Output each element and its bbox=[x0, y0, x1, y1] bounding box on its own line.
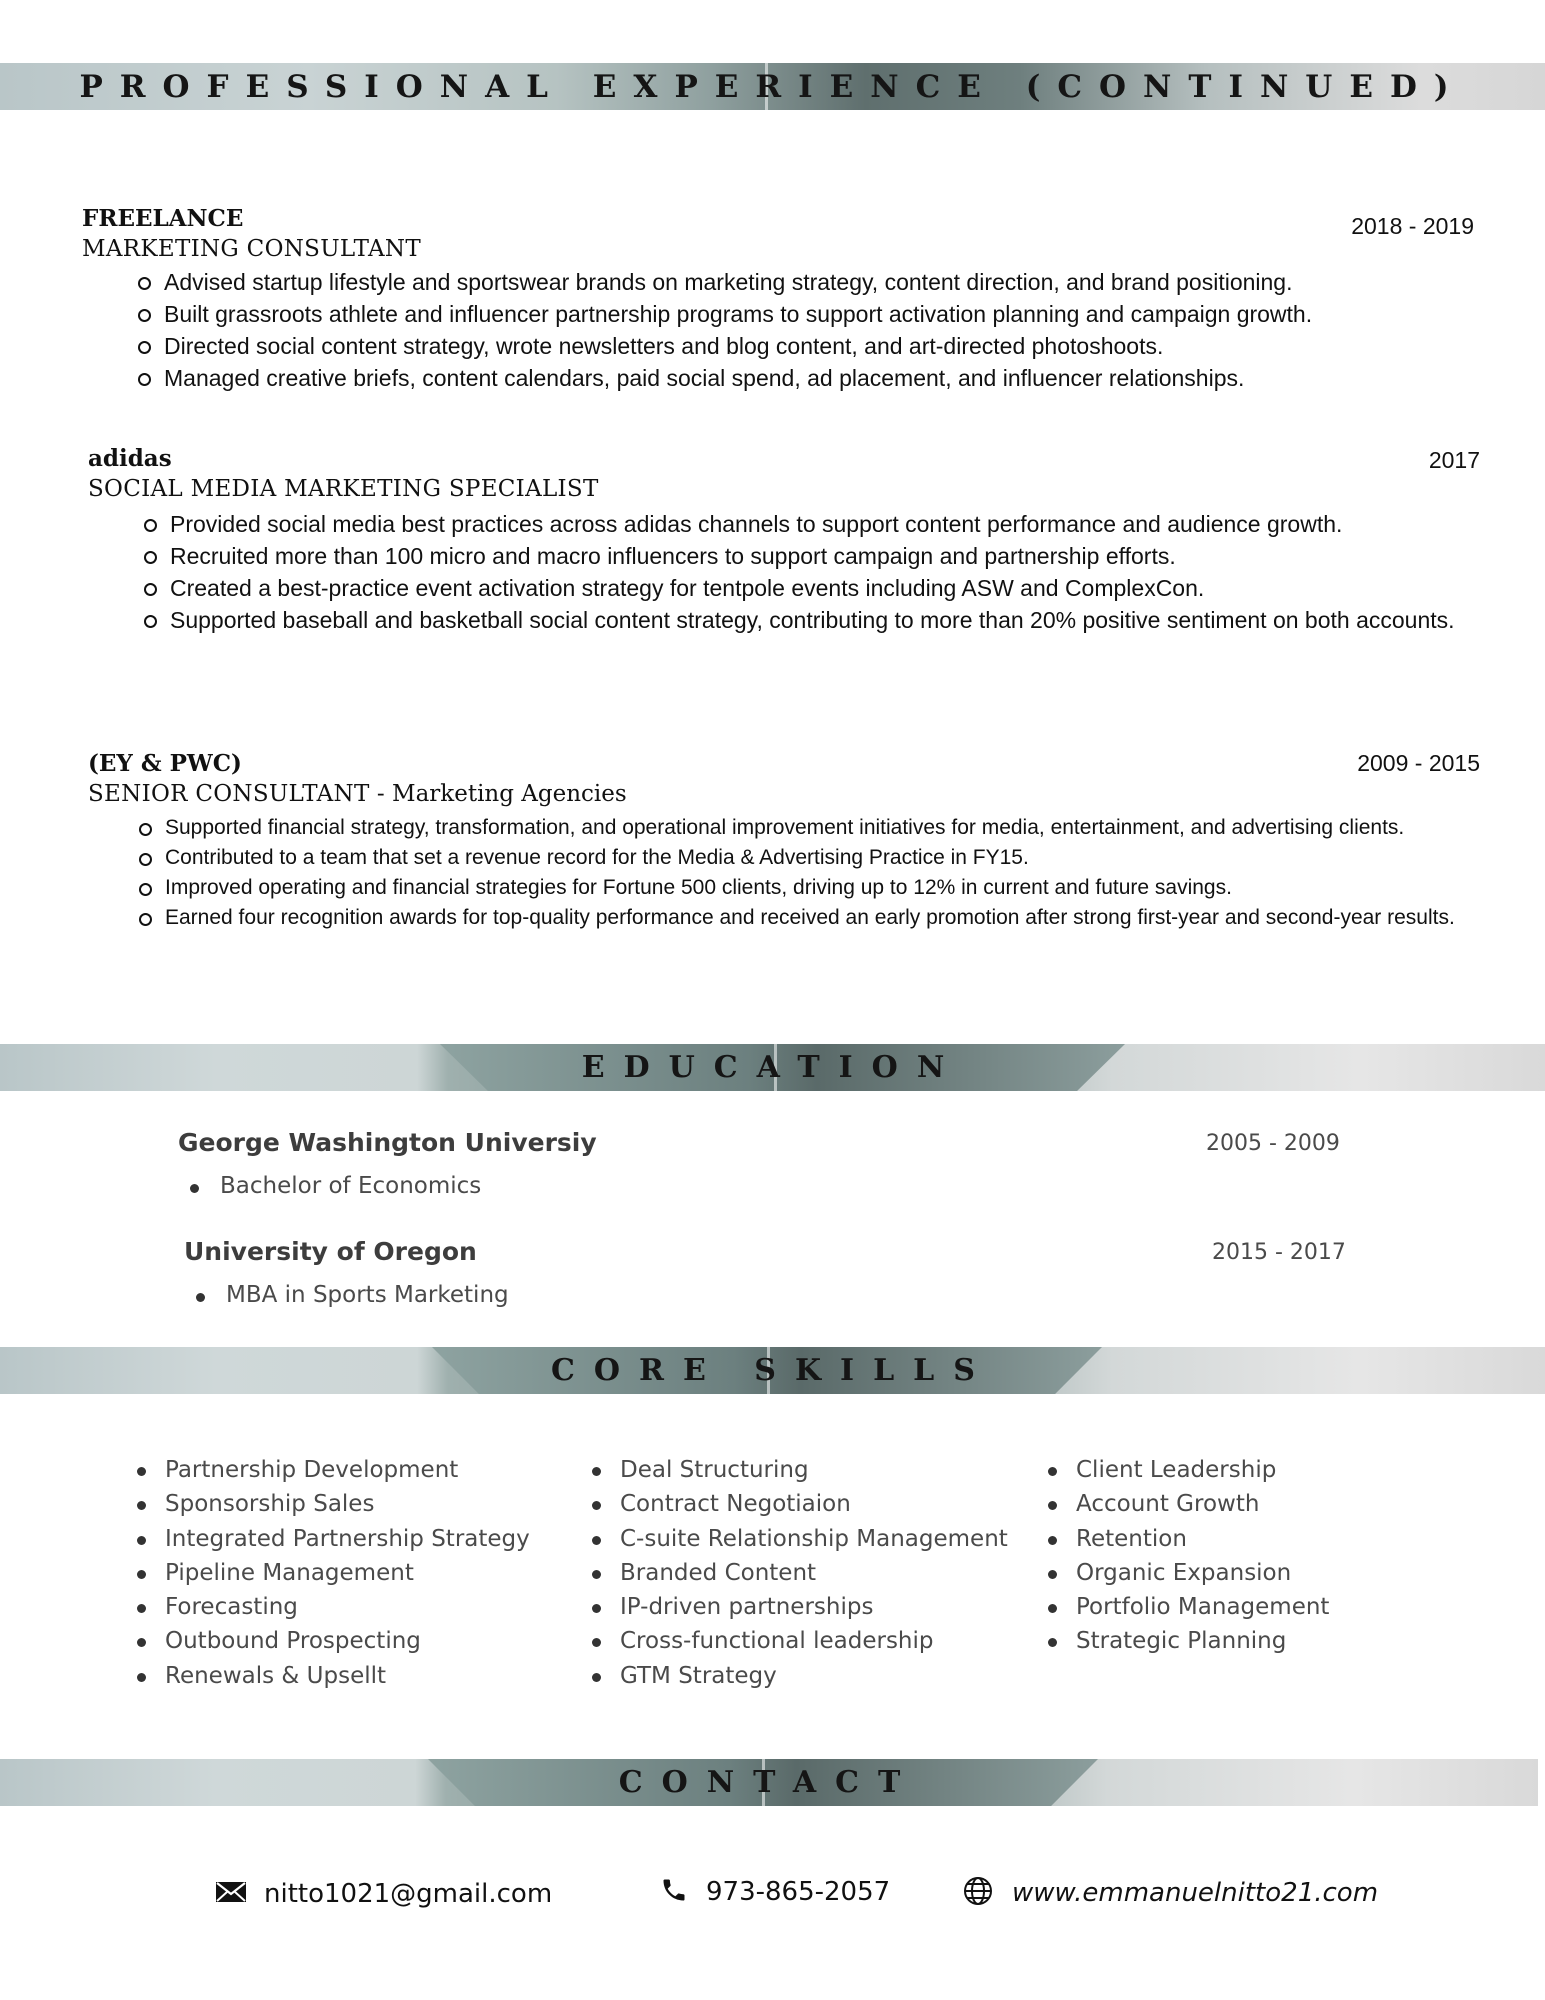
education-entry bbox=[184, 1237, 509, 1308]
job-entry-adidas bbox=[88, 445, 1488, 636]
job-company: adidas bbox=[88, 445, 172, 472]
globe-icon bbox=[962, 1875, 994, 1911]
job-title: SOCIAL MEDIA MARKETING SPECIALIST bbox=[88, 476, 599, 502]
degree-name: MBA in Sports Marketing bbox=[184, 1282, 509, 1308]
job-title-suffix: - Marketing Agencies bbox=[369, 781, 627, 807]
job-title bbox=[88, 781, 1488, 807]
job-bullet: Improved operating and financial strategies for Fortune 500 clients, driving up to 12% in current and future savings. bbox=[165, 873, 1475, 903]
degree-name: Bachelor of Economics bbox=[178, 1173, 597, 1199]
skills-section-banner bbox=[0, 1347, 1545, 1394]
skill-item: Outbound Prospecting bbox=[165, 1624, 530, 1658]
skill-item: Portfolio Management bbox=[1076, 1590, 1329, 1624]
skill-item: C-suite Relationship Management bbox=[620, 1522, 1008, 1556]
job-bullet: Supported financial strategy, transformation, and operational improvement initiatives for media, entertainment, and advertising clients. bbox=[165, 813, 1475, 843]
job-bullets bbox=[170, 508, 1490, 636]
education-dates: 2015 - 2017 bbox=[1212, 1240, 1346, 1265]
experience-section-banner bbox=[0, 63, 1545, 110]
school-name: University of Oregon bbox=[184, 1237, 477, 1266]
job-bullet: Directed social content strategy, wrote newsletters and blog content, and art-directed photoshoots. bbox=[164, 330, 1482, 362]
skill-item: Deal Structuring bbox=[620, 1453, 1008, 1487]
skill-item: Renewals & Upsellt bbox=[165, 1659, 530, 1693]
contact-section-banner bbox=[0, 1759, 1538, 1806]
job-title-main: SENIOR CONSULTANT bbox=[88, 781, 370, 807]
education-section-banner bbox=[0, 1044, 1545, 1091]
job-bullet: Recruited more than 100 micro and macro influencers to support campaign and partnership efforts. bbox=[170, 540, 1490, 572]
job-entry-freelance bbox=[82, 205, 1482, 394]
job-bullet: Managed creative briefs, content calendars, paid social spend, ad placement, and influencer relationships. bbox=[164, 362, 1482, 394]
education-section-title: EDUCATION bbox=[581, 1050, 964, 1085]
contact-section-title: CONTACT bbox=[618, 1765, 920, 1800]
skill-item: Cross-functional leadership bbox=[620, 1624, 1008, 1658]
job-dates: 2009 - 2015 bbox=[1357, 750, 1480, 776]
skill-item: Organic Expansion bbox=[1076, 1556, 1329, 1590]
job-bullet: Supported baseball and basketball social content strategy, contributing to more than 20% positive sentiment on both accounts. bbox=[170, 604, 1490, 636]
contact-phone-text[interactable]: 973-865-2057 bbox=[706, 1877, 891, 1907]
contact-phone[interactable] bbox=[660, 1876, 890, 1908]
job-bullet: Contributed to a team that set a revenue record for the Media & Advertising Practice in FY15. bbox=[165, 843, 1475, 873]
job-company: (EY & PWC) bbox=[88, 750, 242, 777]
education-entry bbox=[178, 1128, 597, 1199]
skill-item: Forecasting bbox=[165, 1590, 530, 1624]
school-name: George Washington Universiy bbox=[178, 1128, 597, 1157]
skill-item: Strategic Planning bbox=[1076, 1624, 1329, 1658]
contact-website-text[interactable]: www.emmanuelnitto21.com bbox=[1012, 1878, 1379, 1908]
job-bullet: Earned four recognition awards for top-quality performance and received an early promotion after strong first-year and second-year results. bbox=[165, 903, 1475, 933]
job-title: MARKETING CONSULTANT bbox=[82, 236, 421, 262]
education-dates: 2005 - 2009 bbox=[1206, 1131, 1340, 1156]
job-bullet: Built grassroots athlete and influencer partnership programs to support activation planning and campaign growth. bbox=[164, 298, 1482, 330]
job-dates: 2017 bbox=[1428, 447, 1480, 473]
job-entry-ey-pwc bbox=[88, 750, 1488, 933]
skill-item: Partnership Development bbox=[165, 1453, 530, 1487]
skill-item: Branded Content bbox=[620, 1556, 1008, 1590]
skill-item: Sponsorship Sales bbox=[165, 1487, 530, 1521]
skill-item: GTM Strategy bbox=[620, 1659, 1008, 1693]
job-bullets bbox=[165, 813, 1475, 933]
skill-item: Contract Negotiaion bbox=[620, 1487, 1008, 1521]
skill-item: Integrated Partnership Strategy bbox=[165, 1522, 530, 1556]
skill-item: Pipeline Management bbox=[165, 1556, 530, 1590]
job-bullet: Advised startup lifestyle and sportswear brands on marketing strategy, content direction, and brand positioning. bbox=[164, 266, 1482, 298]
skill-item: Account Growth bbox=[1076, 1487, 1329, 1521]
skills-column-3 bbox=[1076, 1453, 1329, 1659]
skills-column-2 bbox=[620, 1453, 1008, 1693]
job-bullet: Created a best-practice event activation strategy for tentpole events including ASW and ComplexCon. bbox=[170, 572, 1490, 604]
contact-website[interactable] bbox=[962, 1875, 1378, 1911]
contact-email-text[interactable]: nitto1021@gmail.com bbox=[264, 1879, 553, 1909]
skills-section-title: CORE SKILLS bbox=[551, 1353, 994, 1388]
skill-item: IP-driven partnerships bbox=[620, 1590, 1008, 1624]
job-dates: 2018 - 2019 bbox=[1351, 213, 1474, 239]
job-bullet: Provided social media best practices across adidas channels to support content performance and audience growth. bbox=[170, 508, 1490, 540]
experience-section-title: PROFESSIONAL EXPERIENCE (CONTINUED) bbox=[79, 68, 1466, 105]
skills-column-1 bbox=[165, 1453, 530, 1693]
skill-item: Client Leadership bbox=[1076, 1453, 1329, 1487]
phone-icon bbox=[660, 1876, 688, 1908]
job-company: FREELANCE bbox=[82, 205, 244, 232]
envelope-icon bbox=[216, 1882, 246, 1906]
contact-email[interactable] bbox=[216, 1879, 552, 1909]
skill-item: Retention bbox=[1076, 1522, 1329, 1556]
job-bullets bbox=[164, 266, 1482, 394]
